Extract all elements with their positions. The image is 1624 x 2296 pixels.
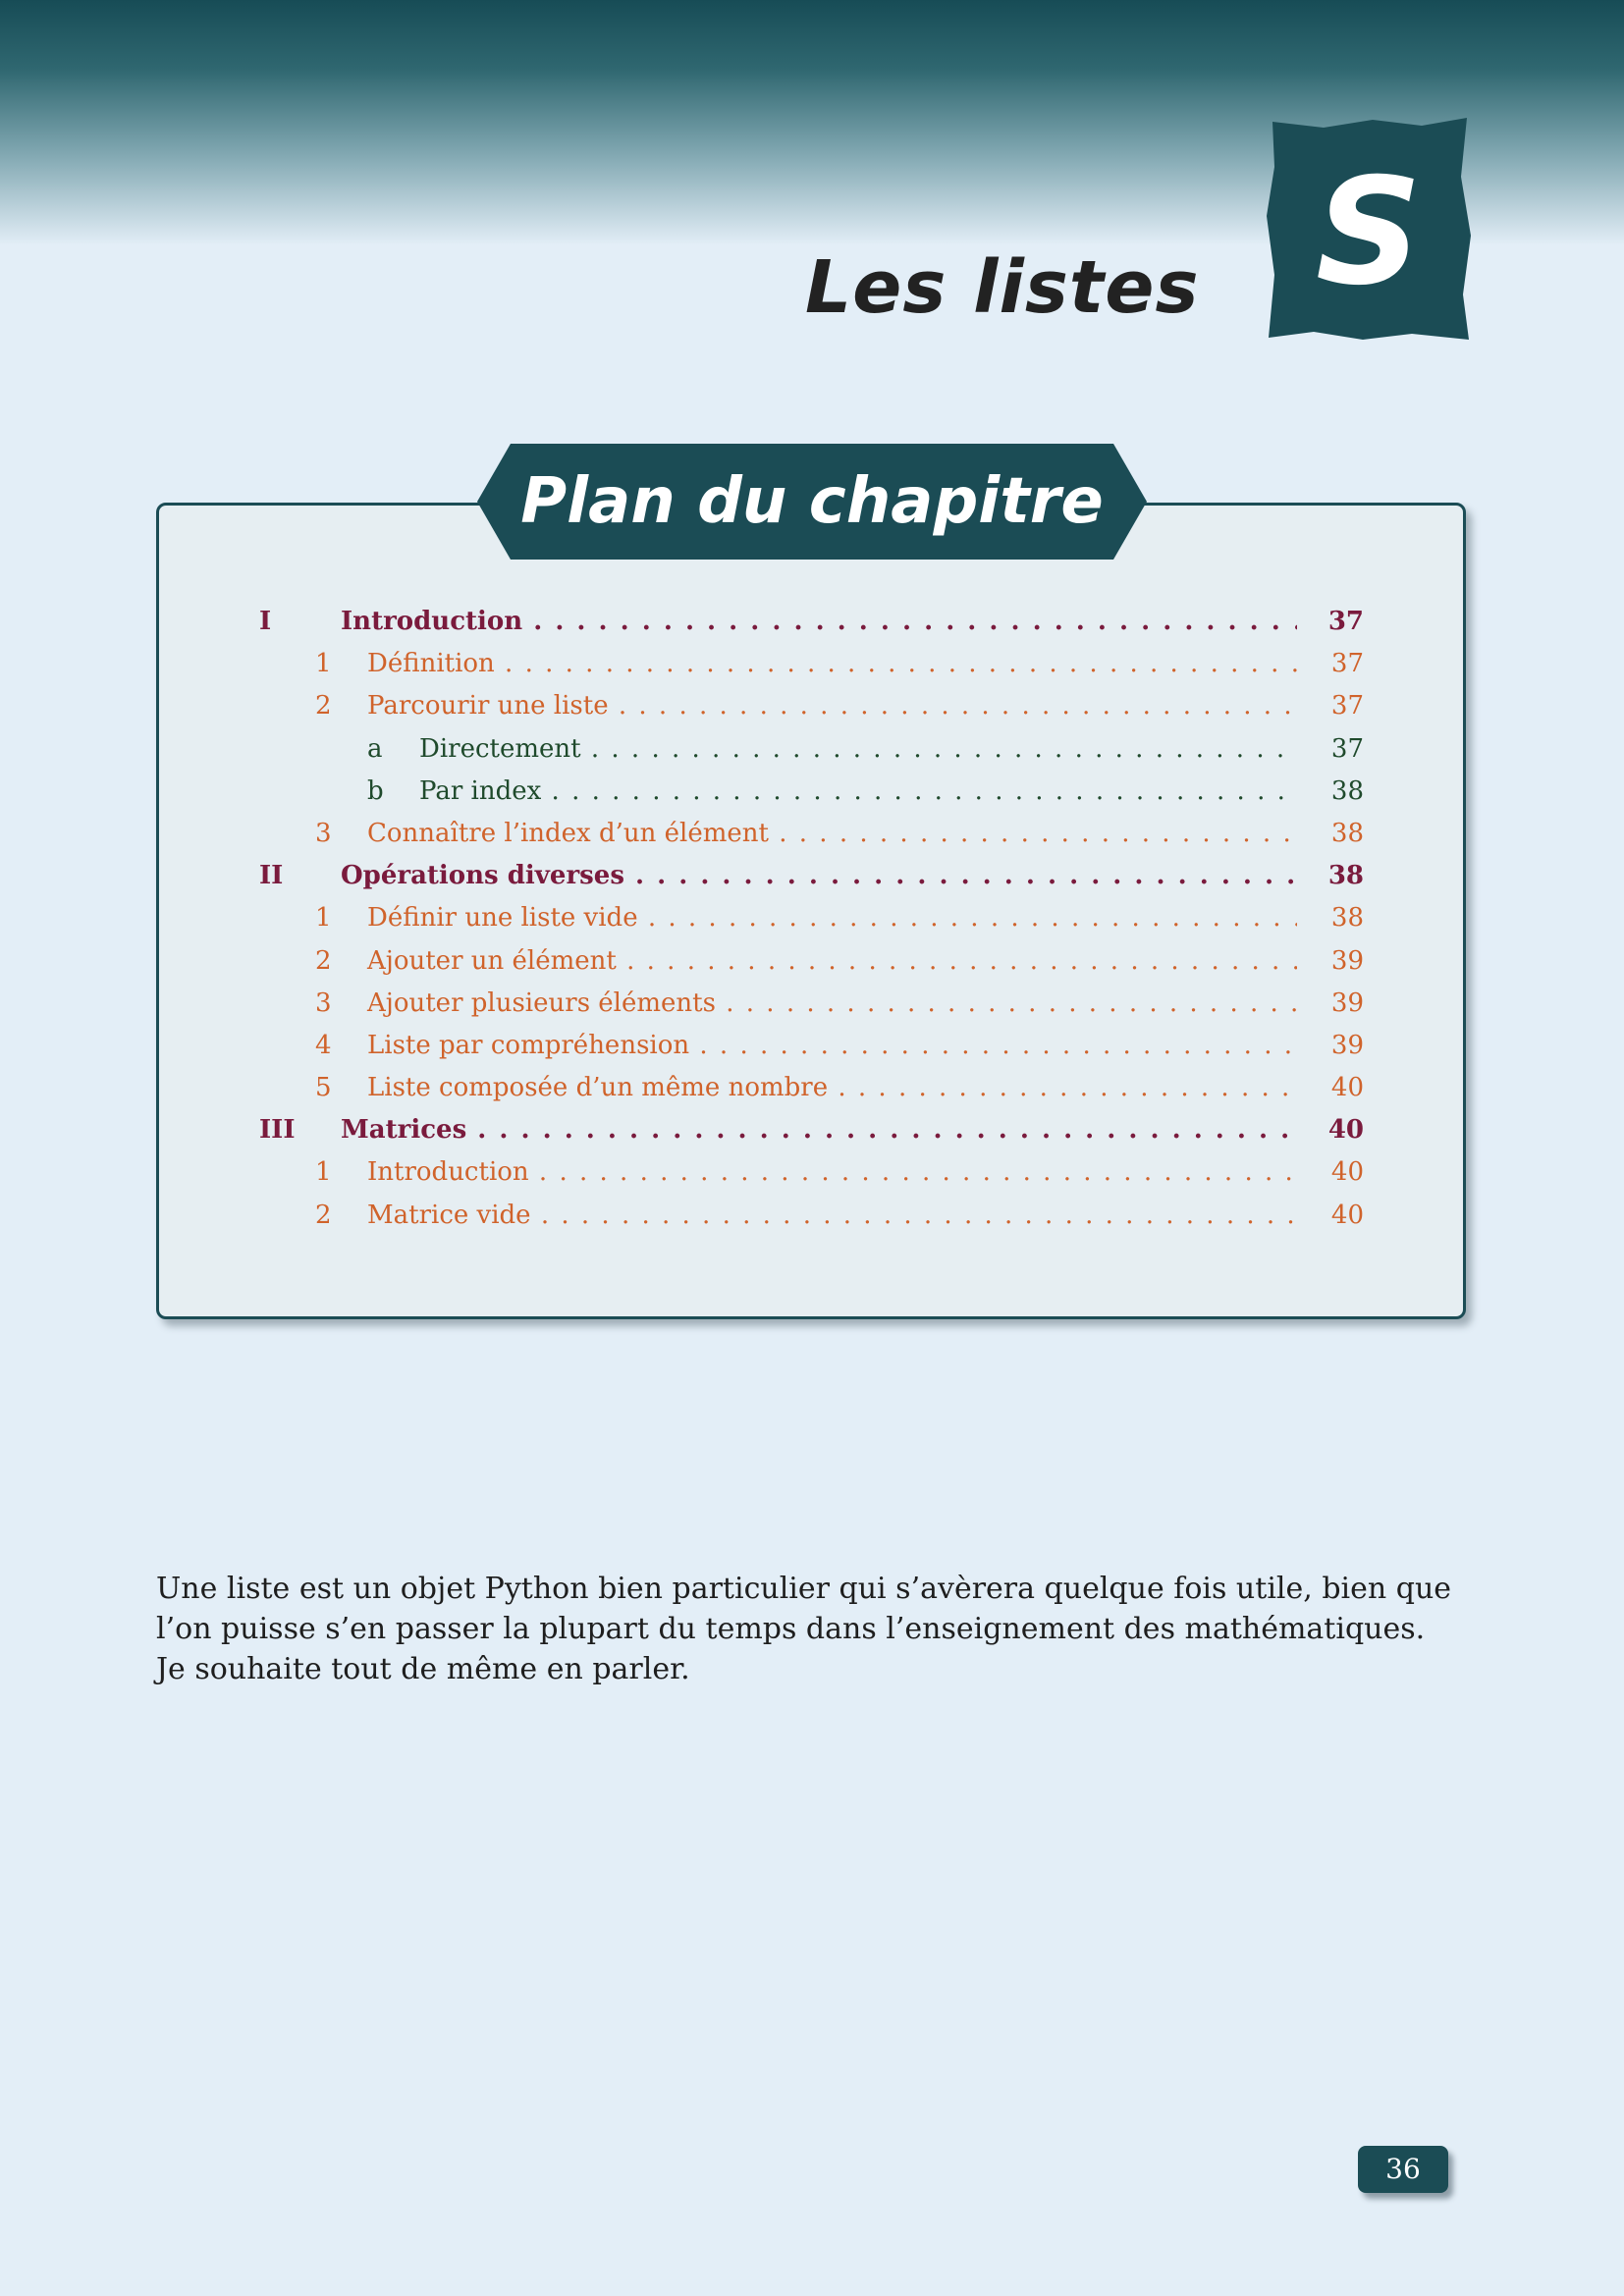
- toc-leader: [259, 685, 1297, 727]
- toc-entry-number: 1: [315, 649, 332, 679]
- toc-entry-page: 38: [1330, 903, 1364, 934]
- toc-entry-number: 4: [315, 1030, 332, 1060]
- chapter-title: Les listes: [805, 245, 1200, 330]
- toc-entry-page: 40: [1327, 1115, 1364, 1146]
- toc-leader: [259, 1109, 1297, 1151]
- table-of-contents: [259, 601, 1364, 1237]
- intro-paragraph: Une liste est un objet Python bien particulier qui s’avèrera quelque fois utile, bien que l’on puisse s’en passer la plupart du temps dans l’enseignement des mathématiques.: [156, 1572, 1452, 1646]
- toc-entry-page: 38: [1330, 775, 1364, 806]
- toc-entry-title: Matrices . . .: [341, 1109, 1297, 1151]
- toc-entry[interactable]: [259, 1195, 1364, 1237]
- toc-leader: [259, 1067, 1297, 1109]
- toc-entry-title: Liste composée d’un même nombre . . .: [367, 1067, 1297, 1109]
- toc-entry[interactable]: [259, 1025, 1364, 1067]
- plan-heading: Plan du chapitre: [520, 465, 1104, 538]
- toc-leader: [259, 1025, 1297, 1067]
- toc-entry-title: Liste par compréhension . . .: [367, 1025, 1297, 1067]
- toc-entry[interactable]: [259, 855, 1364, 897]
- toc-leader: [259, 855, 1297, 897]
- toc-entry-number: 3: [315, 988, 332, 1018]
- toc-entry-title: Opérations diverses . . .: [341, 855, 1297, 897]
- toc-entry[interactable]: [259, 983, 1364, 1025]
- toc-entry-page: 38: [1327, 861, 1364, 891]
- toc-entry-number: 2: [315, 691, 332, 721]
- toc-leader: [259, 728, 1297, 771]
- toc-leader: [259, 897, 1297, 939]
- toc-entry-page: 37: [1330, 649, 1364, 679]
- toc-entry-title: Introduction . . .: [367, 1151, 1297, 1194]
- toc-entry-page: 39: [1330, 1030, 1364, 1060]
- toc-entry-page: 38: [1330, 818, 1364, 848]
- chapter-badge: [1265, 118, 1473, 342]
- toc-leader: [259, 1151, 1297, 1194]
- toc-entry-number: 5: [315, 1073, 332, 1103]
- toc-entry[interactable]: [259, 728, 1364, 771]
- toc-entry[interactable]: [259, 940, 1364, 983]
- toc-entry-page: 37: [1327, 607, 1364, 636]
- toc-entry-page: 40: [1330, 1073, 1364, 1103]
- intro-paragraph: Je souhaite tout de même en parler.: [156, 1652, 690, 1686]
- toc-entry-page: 37: [1330, 691, 1364, 721]
- toc-entry[interactable]: [259, 685, 1364, 727]
- toc-entry-title: Ajouter un élément . . .: [367, 940, 1297, 983]
- toc-entry-page: 37: [1330, 733, 1364, 764]
- toc-entry-page: 40: [1330, 1200, 1364, 1230]
- toc-entry-title: Ajouter plusieurs éléments . . .: [367, 983, 1297, 1025]
- toc-entry-number: I: [259, 607, 272, 636]
- toc-entry-title: Par index . . .: [419, 771, 1297, 813]
- toc-leader: [259, 940, 1297, 983]
- toc-entry-title: Connaître l’index d’un élément . . .: [367, 813, 1297, 855]
- toc-entry-title: Introduction . . .: [341, 601, 1297, 643]
- toc-entry-title: Directement . . .: [419, 728, 1297, 771]
- toc-leader: [259, 983, 1297, 1025]
- chapter-badge-letter: S: [1315, 147, 1423, 318]
- toc-entry-number: 2: [315, 1200, 332, 1230]
- toc-leader: [259, 813, 1297, 855]
- toc-entry[interactable]: [259, 1067, 1364, 1109]
- toc-entry-number: III: [259, 1115, 296, 1146]
- toc-entry-title: Matrice vide . . .: [367, 1195, 1297, 1237]
- toc-entry[interactable]: [259, 601, 1364, 643]
- toc-leader: [259, 601, 1297, 643]
- toc-entry-title: Définir une liste vide . . .: [367, 897, 1297, 939]
- toc-leader: [259, 1195, 1297, 1237]
- toc-leader: [259, 643, 1297, 685]
- toc-entry-title: Parcourir une liste . . .: [367, 685, 1297, 727]
- toc-entry-page: 39: [1330, 988, 1364, 1018]
- page-number: 36: [1358, 2146, 1448, 2193]
- toc-entry-number: a: [367, 733, 383, 764]
- toc-entry-number: b: [367, 775, 384, 806]
- toc-entry[interactable]: [259, 643, 1364, 685]
- toc-leader: [259, 771, 1297, 813]
- toc-entry-number: 1: [315, 903, 332, 934]
- toc-entry-number: 1: [315, 1157, 332, 1188]
- toc-entry[interactable]: [259, 1151, 1364, 1194]
- toc-entry-page: 39: [1330, 945, 1364, 976]
- toc-entry[interactable]: [259, 1109, 1364, 1151]
- toc-entry[interactable]: [259, 813, 1364, 855]
- toc-entry-page: 40: [1330, 1157, 1364, 1188]
- toc-entry-number: 2: [315, 945, 332, 976]
- toc-entry-number: 3: [315, 818, 332, 848]
- toc-entry[interactable]: [259, 771, 1364, 813]
- toc-entry[interactable]: [259, 897, 1364, 939]
- intro-text: [156, 1569, 1472, 1689]
- toc-entry-title: Définition . . .: [367, 643, 1297, 685]
- toc-entry-number: II: [259, 861, 284, 891]
